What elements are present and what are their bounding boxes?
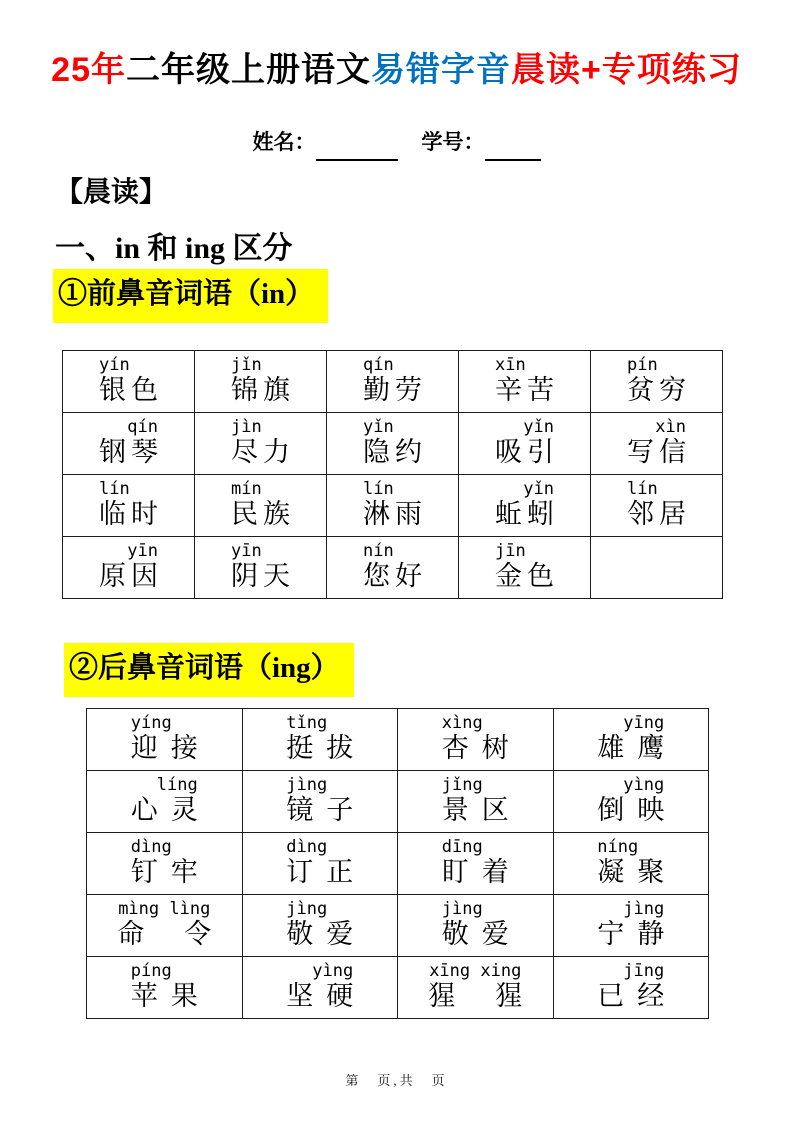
word-label: 迎接 [130,733,211,764]
section-heading-morning-reading: 【晨读】 [55,177,168,208]
word-label: 银色 [99,375,163,406]
word-entry [441,837,522,889]
word-entry [231,479,295,531]
word-entry [627,417,691,469]
pinyin-label: lín [99,479,130,500]
word-entry [286,837,367,889]
word-cell [459,413,591,475]
word-cell [87,833,243,895]
pinyin-label: xìn [655,417,686,438]
pinyin-label: yīn [231,541,262,562]
word-cell [63,475,195,537]
word-label: 敬爱 [441,919,522,950]
word-entry [286,713,367,765]
pinyin-label: mìng lìng [118,899,211,920]
word-entry [441,775,522,827]
highlight-heading-front-nasal: ①前鼻音词语（in） [53,269,328,323]
word-entry [627,355,691,407]
pinyin-label: qín [363,355,394,376]
word-entry [231,541,295,593]
pinyin-label: tǐng [286,713,328,734]
word-label: 敬爱 [286,919,367,950]
word-entry [363,479,427,531]
word-entry [286,775,367,827]
word-label: 蚯蚓 [495,499,559,530]
pinyin-label: jìng [286,899,328,920]
student-id-blank-line [485,159,541,161]
pinyin-label: pín [627,355,658,376]
pinyin-label: yǐn [523,479,554,500]
word-label: 猩猩 [428,981,563,1012]
word-cell [327,537,459,599]
page-footer: 第 页,共 页 [345,1073,448,1088]
word-cell [398,709,554,771]
name-label: 姓名： [252,130,316,154]
word-entry [231,355,295,407]
word-entry [495,355,559,407]
word-label: 辛苦 [495,375,559,406]
word-entry [495,479,559,531]
word-label: 原因 [99,561,163,592]
page-title [0,50,793,91]
pinyin-label: yǐn [363,417,394,438]
pinyin-label: líng [156,775,198,796]
word-cell [195,475,327,537]
word-label: 尽力 [231,437,295,468]
word-cell [195,537,327,599]
word-label: 写信 [627,437,691,468]
word-entry [99,417,163,469]
word-cell [243,771,399,833]
pinyin-label: mín [231,479,262,500]
pinyin-label: níng [597,837,639,858]
word-cell [459,475,591,537]
word-entry [363,417,427,469]
word-cell [63,537,195,599]
pinyin-label: yīng [623,713,665,734]
empty-cell [591,537,723,599]
pinyin-label: xìng [441,713,483,734]
word-entry [363,541,427,593]
word-label: 命令 [117,919,252,950]
word-label: 倒映 [597,795,678,826]
word-label: 贫穷 [627,375,691,406]
word-cell [554,709,710,771]
pinyin-label: jìng [441,899,483,920]
word-cell [243,895,399,957]
word-cell [554,833,710,895]
word-entry [441,713,522,765]
word-entry [286,961,367,1013]
word-label: 您好 [363,561,427,592]
word-cell [398,957,563,1019]
word-entry [130,961,211,1013]
word-entry [286,899,367,951]
word-label: 钉牢 [130,857,211,888]
word-cell [591,413,723,475]
word-entry [597,837,678,889]
word-cell [591,475,723,537]
word-cell [398,771,554,833]
pinyin-label: dìng [130,837,172,858]
word-label: 隐约 [363,437,427,468]
word-label: 坚硬 [286,981,367,1012]
word-entry [597,775,678,827]
word-entry [627,479,691,531]
pinyin-label: yìng [623,775,665,796]
word-label: 景区 [441,795,522,826]
word-cell [459,537,591,599]
pinyin-label: yīn [127,541,158,562]
word-label: 已经 [597,981,678,1012]
word-entry [99,541,163,593]
word-entry [130,837,211,889]
pinyin-label: jīn [495,541,526,562]
word-entry [597,961,678,1013]
word-entry [597,899,678,951]
word-entry [495,417,559,469]
pinyin-label: yín [99,355,130,376]
word-label: 金色 [495,561,559,592]
word-label: 民族 [231,499,295,530]
word-label: 挺拔 [286,733,367,764]
word-entry [441,899,522,951]
table-front-nasal-in [62,350,723,599]
word-label: 勤劳 [363,375,427,406]
word-cell [554,957,710,1019]
word-label: 心灵 [130,795,211,826]
word-entry [99,479,163,531]
pinyin-label: yǐn [523,417,554,438]
pinyin-label: xīn [495,355,526,376]
word-label: 苹果 [130,981,211,1012]
word-label: 订正 [286,857,367,888]
word-cell [243,957,399,1019]
title-segment-grade: 二年级上册语文 [125,51,371,89]
pinyin-label: qín [127,417,158,438]
word-entry [597,713,678,765]
title-segment-topic: 易错字音 [370,51,511,89]
student-id-label: 学号： [421,130,485,154]
pinyin-label: dìng [286,837,328,858]
word-cell [243,709,399,771]
table-back-nasal-ing [86,708,709,1019]
word-cell [554,771,710,833]
word-cell [243,833,399,895]
word-cell [459,351,591,413]
name-blank-line [316,159,398,161]
word-label: 雄鹰 [597,733,678,764]
word-cell [327,351,459,413]
word-label: 邻居 [627,499,691,530]
word-cell [327,475,459,537]
pinyin-label: jìng [286,775,328,796]
word-entry [231,417,295,469]
pinyin-label: jìng [623,899,665,920]
word-cell [327,413,459,475]
pinyin-label: xīng xing [429,961,522,982]
student-info-line [0,127,793,159]
word-label: 杏树 [441,733,522,764]
word-entry [363,355,427,407]
pinyin-label: lín [363,479,394,500]
word-entry [130,775,211,827]
pinyin-label: yìng [312,961,354,982]
word-cell [195,351,327,413]
word-label: 临时 [99,499,163,530]
word-entry [428,961,563,1013]
word-cell [195,413,327,475]
pinyin-label: píng [130,961,172,982]
pinyin-label: jìn [231,417,262,438]
word-label: 镜子 [286,795,367,826]
word-entry [130,713,211,765]
pinyin-label: jīng [623,961,665,982]
title-segment-practice: 晨读+专项练习 [510,51,742,89]
word-entry [99,355,163,407]
section-heading-in-vs-ing: 一、in 和 ing 区分 [55,232,293,265]
word-label: 锦旗 [231,375,295,406]
highlight-heading-back-nasal: ②后鼻音词语（ing） [64,643,354,697]
word-label: 凝聚 [597,857,678,888]
word-cell [63,413,195,475]
word-cell [87,771,243,833]
word-entry [495,541,559,593]
word-cell [398,833,554,895]
pinyin-label: lín [627,479,658,500]
word-cell [398,895,554,957]
pinyin-label: yíng [130,713,172,734]
word-label: 盯着 [441,857,522,888]
pinyin-label: jǐn [231,355,262,376]
word-cell [87,709,243,771]
pinyin-label: jǐng [441,775,483,796]
word-label: 阴天 [231,561,295,592]
word-cell [87,957,243,1019]
pinyin-label: nín [363,541,394,562]
word-label: 宁静 [597,919,678,950]
pinyin-label: dīng [441,837,483,858]
word-entry [117,899,252,951]
word-cell [63,351,195,413]
word-cell [87,895,252,957]
word-label: 吸引 [495,437,559,468]
word-cell [554,895,710,957]
word-label: 淋雨 [363,499,427,530]
title-segment-year: 25年 [51,51,126,89]
word-label: 钢琴 [99,437,163,468]
word-cell [591,351,723,413]
